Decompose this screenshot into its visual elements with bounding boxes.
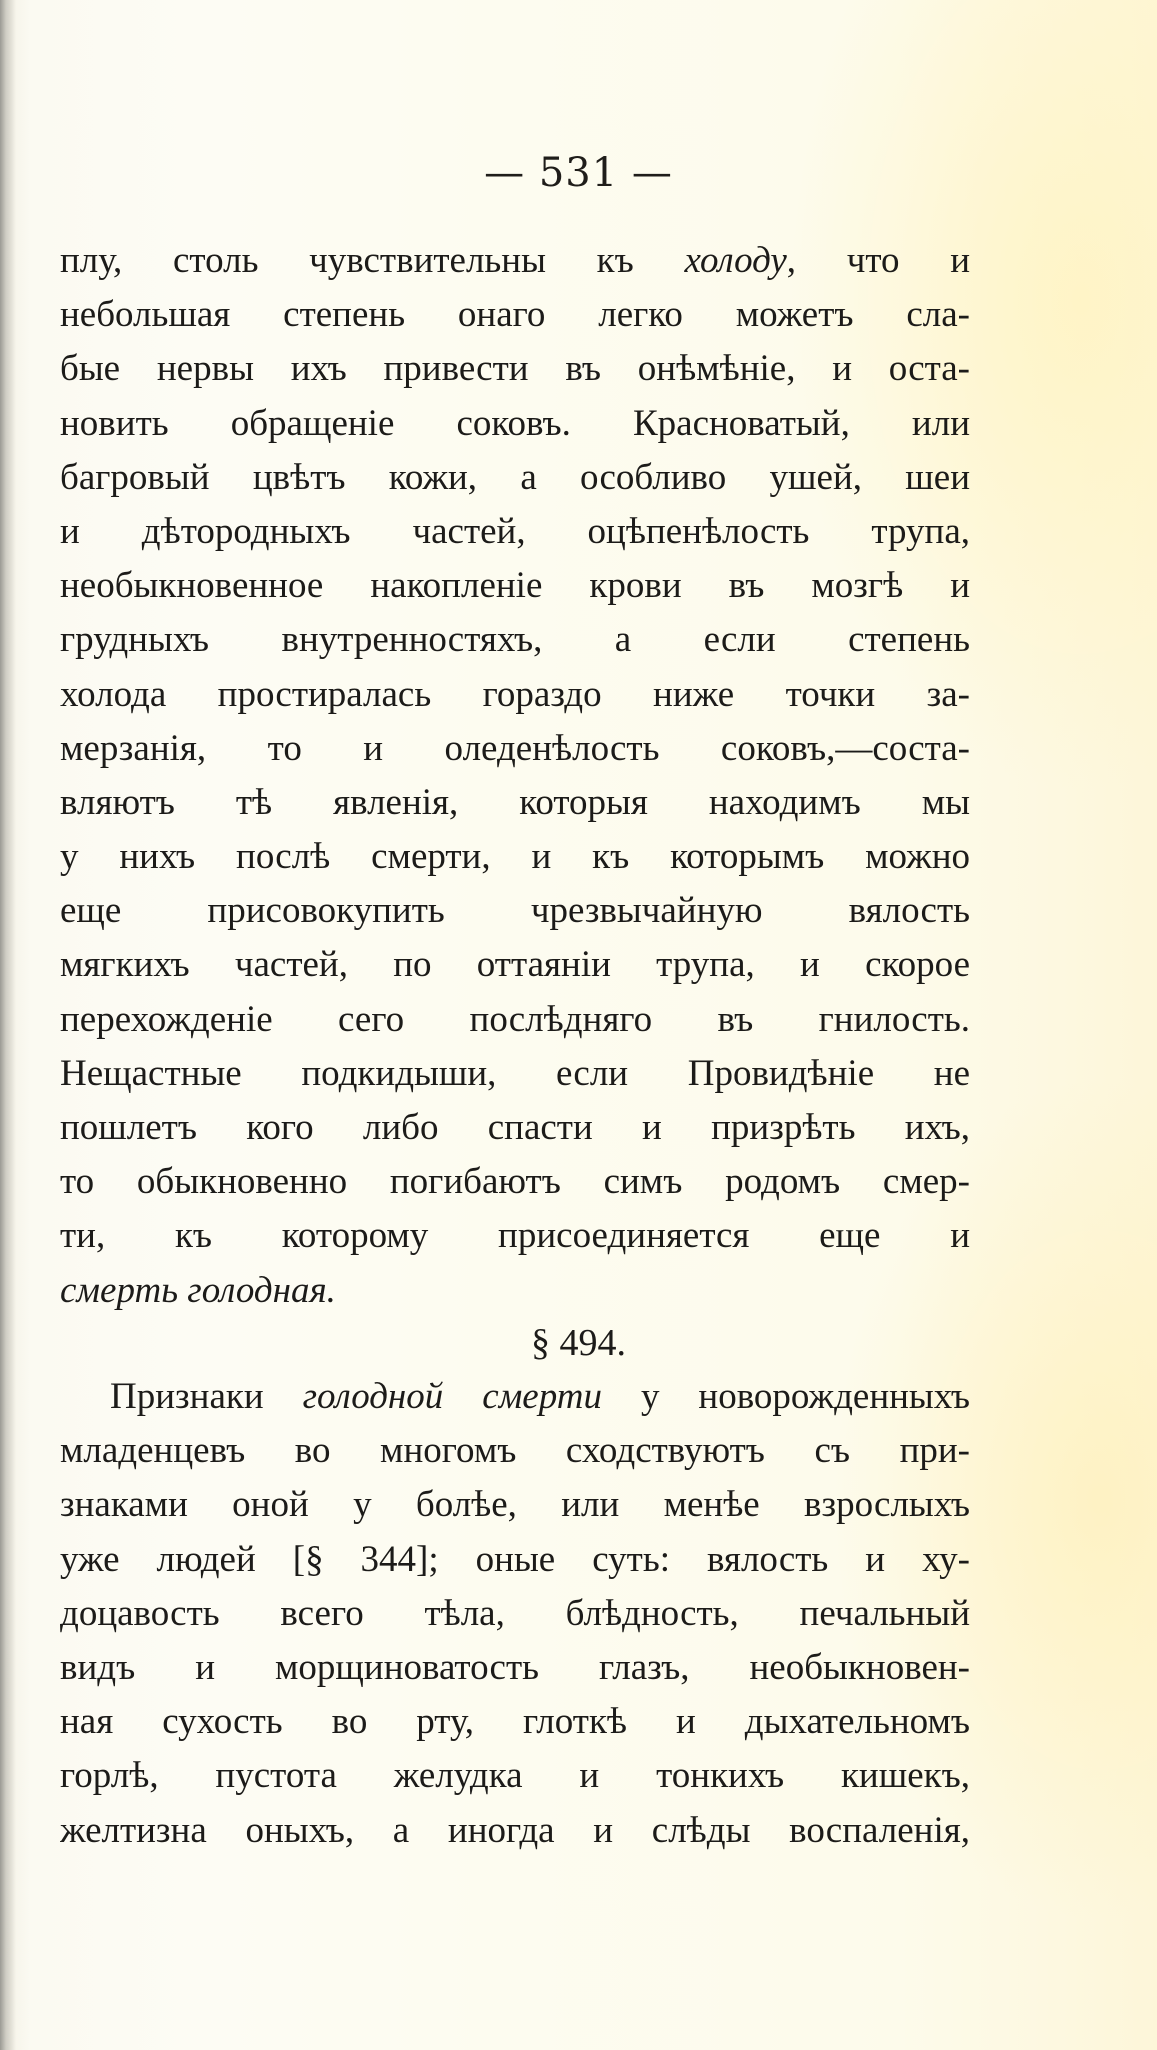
paragraph-1 — [60, 234, 970, 1318]
paragraph-2 — [60, 1370, 970, 1858]
text-line: и дѣтородныхъ частей, оцѣпенѣлость трупа, — [60, 510, 970, 552]
text-line: знаками оной у болѣе, или менѣе взрослыхъ — [60, 1484, 970, 1526]
text-line: горлѣ, пустота желудка и тонкихъ кишекъ, — [60, 1755, 970, 1797]
text-line: необыкновенное накопленіе крови въ мозгѣ и — [60, 565, 970, 607]
text-line — [60, 1264, 970, 1318]
text-line: доцавость всего тѣла, блѣдность, печальный — [60, 1592, 970, 1634]
page-number: — 531 — — [484, 150, 673, 196]
text-line: вляютъ тѣ явленія, которыя находимъ мы — [60, 781, 970, 823]
text-line — [60, 234, 970, 288]
text-line: еще присовокупить чрезвычайную вялость — [60, 890, 970, 932]
text-line: ти, къ которому присоединяется еще и — [60, 1215, 970, 1257]
text-run: плу, столь чувствительны къ — [60, 240, 685, 281]
italic-run: холоду — [684, 240, 787, 281]
text-line: мягкихъ частей, по оттаяніи трупа, и скорое — [60, 944, 970, 986]
text-line — [60, 1370, 970, 1424]
text-run: Признаки — [110, 1376, 303, 1417]
text-line: то обыкновенно погибаютъ симъ родомъ смер- — [60, 1161, 970, 1203]
text-line: у нихъ послѣ смерти, и къ которымъ можно — [60, 836, 970, 878]
text-line: желтизна оныхъ, а иногда и слѣды воспаленія, — [60, 1809, 970, 1851]
text-line: ная сухость во рту, глоткѣ и дыхательномъ — [60, 1701, 970, 1743]
text-line: небольшая степень онаго легко можетъ сла- — [60, 294, 970, 336]
text-line: бые нервы ихъ привести въ онѣмѣніе, и оста- — [60, 348, 970, 390]
text-line: младенцевъ во многомъ сходствуютъ съ при- — [60, 1430, 970, 1472]
text-line: пошлетъ кого либо спасти и призрѣть ихъ, — [60, 1107, 970, 1148]
text-line: холода простиралась гораздо ниже точки за- — [60, 673, 970, 715]
text-run: у новорожденныхъ — [601, 1376, 970, 1417]
text-line: перехожденіе сего послѣдняго въ гнилость. — [60, 998, 970, 1040]
text-line: Нещастные подкидыши, если Провидѣніе не — [60, 1052, 970, 1094]
text-line: грудныхъ внутренностяхъ, а если степень — [60, 619, 970, 661]
text-run: , что и — [786, 240, 970, 281]
text-line: мерзанія, то и оледенѣлость соковъ,—соста- — [60, 727, 970, 769]
text-line: уже людей [§ 344]; оные суть: вялость и ху- — [60, 1538, 970, 1580]
text-line: багровый цвѣтъ кожи, а особливо ушей, шеи — [60, 456, 970, 498]
italic-run: голодной смерти — [302, 1376, 602, 1417]
italic-run: смерть голодная. — [60, 1269, 336, 1311]
text-line: видъ и морщиноватость глазъ, необыкновен- — [60, 1646, 970, 1688]
section-heading: § 494. — [531, 1322, 626, 1364]
text-line: новить обращеніе соковъ. Красноватый, или — [60, 402, 970, 444]
